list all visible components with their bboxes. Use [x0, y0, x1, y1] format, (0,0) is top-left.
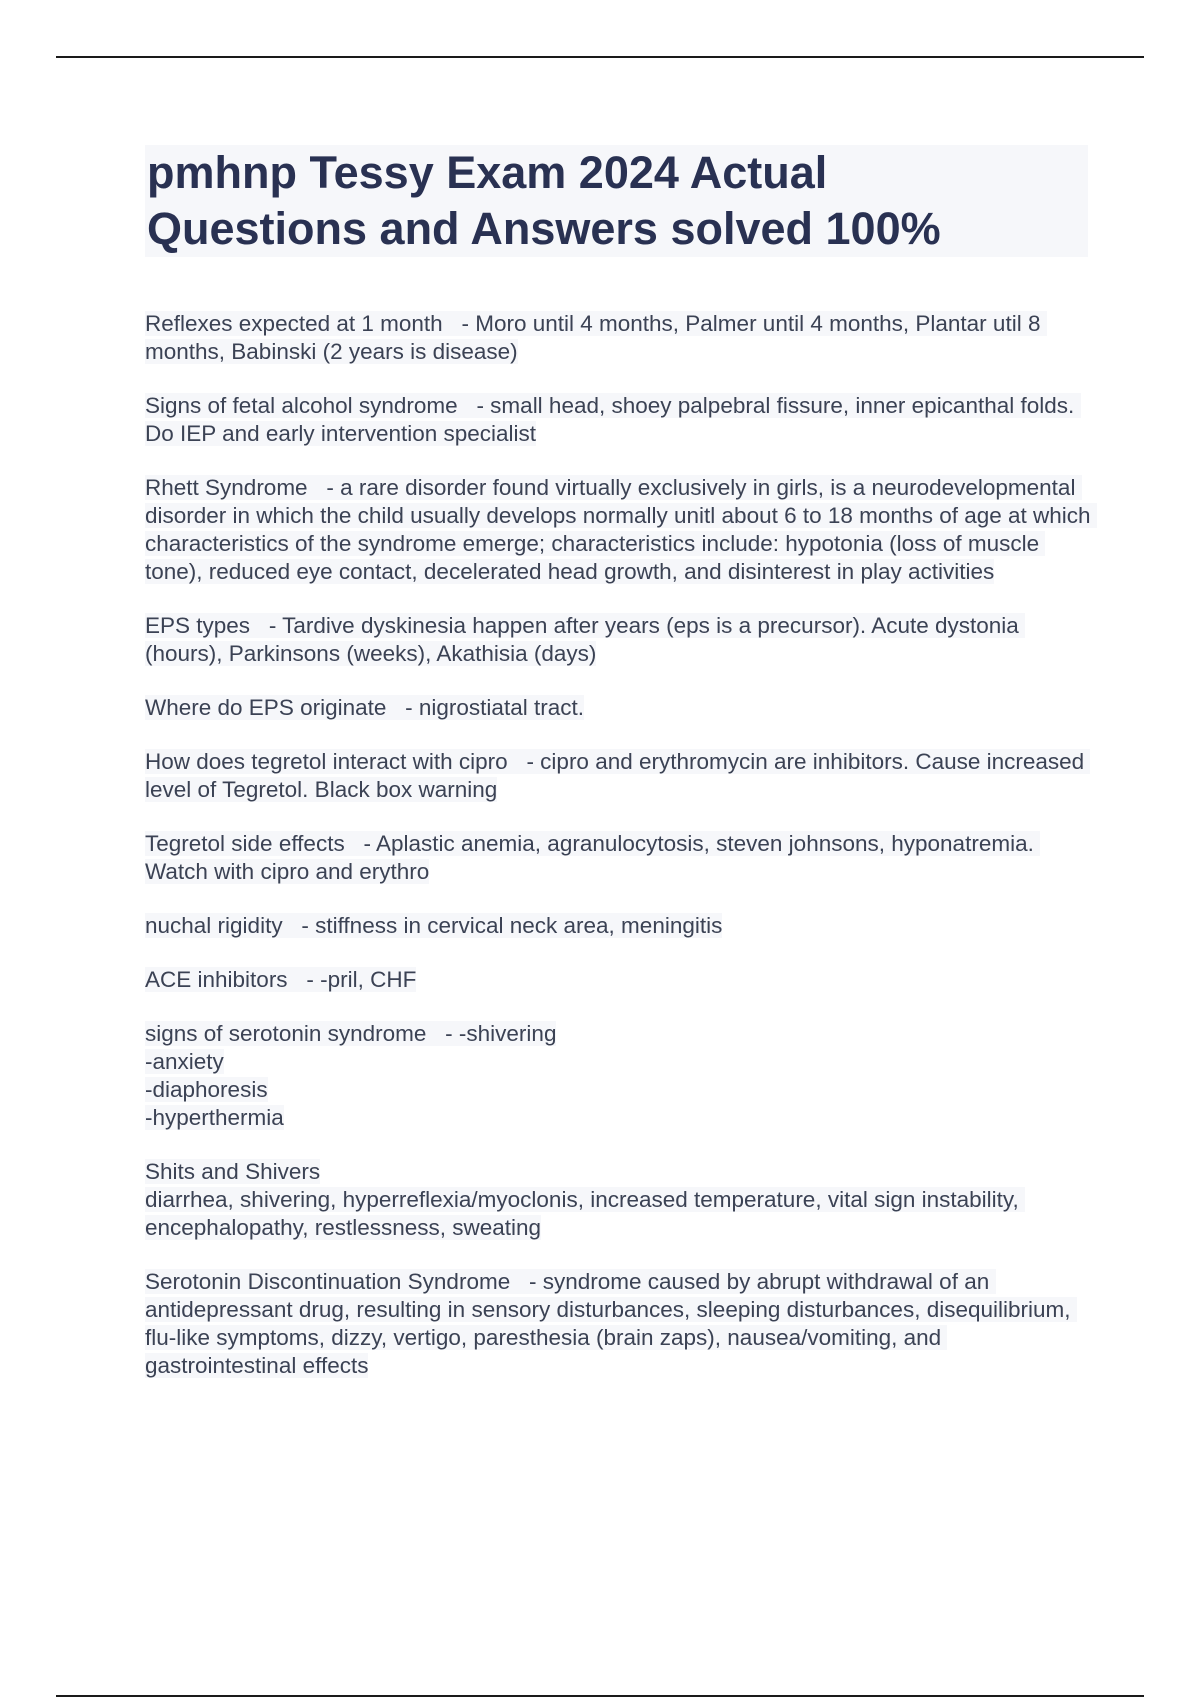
- qa-item-serotonin-discontinuation: [145, 1268, 1095, 1380]
- qa-answer: - a rare disorder found virtually exclusively in girls, is a neurodevelopmental disorder in which the child usually develops normally unitl about 6 to 18 months of age at which characteristics of the syndrome emerge; characteristics include: hypotonia (loss of muscle tone), reduced eye contact, decelerated head growth, and disinterest in play activities: [145, 475, 1097, 584]
- qa-term: Serotonin Discontinuation Syndrome: [145, 1269, 511, 1294]
- qa-item-reflexes: [145, 310, 1095, 366]
- qa-answer: - -shivering: [445, 1021, 557, 1046]
- qa-item-fetal-alcohol: [145, 392, 1095, 448]
- qa-term: Shits and Shivers: [145, 1159, 321, 1184]
- qa-term: nuchal rigidity: [145, 913, 283, 938]
- qa-answer: - stiffness in cervical neck area, meningitis: [301, 913, 723, 938]
- qa-term: signs of serotonin syndrome: [145, 1021, 427, 1046]
- qa-answer: - Tardive dyskinesia happen after years (eps is a precursor). Acute dystonia (hours), Parkinsons (weeks), Akathisia (days): [145, 613, 1026, 666]
- qa-item-nuchal-rigidity: [145, 912, 1095, 940]
- qa-answer: - Aplastic anemia, agranulocytosis, steven johnsons, hyponatremia. Watch with cipro and erythro: [145, 831, 1041, 884]
- qa-answer: - syndrome caused by abrupt withdrawal of an antidepressant drug, resulting in sensory disturbances, sleeping disturbances, disequilibrium, flu-like symptoms, dizzy, vertigo, paresthesia (brain zaps), nausea/vomiting, and gastrointestinal effects: [145, 1269, 1077, 1378]
- qa-term: Signs of fetal alcohol syndrome: [145, 393, 458, 418]
- qa-answer: - cipro and erythromycin are inhibitors. Cause increased level of Tegretol. Black box warning: [145, 749, 1091, 802]
- qa-item-tegretol-side-effects: [145, 830, 1095, 886]
- qa-answer: - small head, shoey palpebral fissure, inner epicanthal folds. Do IEP and early intervention specialist: [145, 393, 1081, 446]
- qa-item-eps-types: [145, 612, 1095, 668]
- qa-list: [145, 310, 1095, 1406]
- qa-answer: - nigrostiatal tract.: [405, 695, 584, 720]
- qa-item-ace-inhibitors: [145, 966, 1095, 994]
- qa-answer: - Moro until 4 months, Palmer until 4 months, Plantar util 8 months, Babinski (2 years is disease): [145, 311, 1047, 364]
- qa-answer-line: -anxiety: [145, 1049, 224, 1074]
- top-rule: [56, 56, 1144, 58]
- title-line-1: pmhnp Tessy Exam 2024 Actual: [147, 147, 828, 198]
- qa-term: Tegretol side effects: [145, 831, 345, 856]
- qa-term: ACE inhibitors: [145, 967, 288, 992]
- qa-term: Reflexes expected at 1 month: [145, 311, 443, 336]
- qa-item-eps-origin: [145, 694, 1095, 722]
- page-title: [145, 145, 1088, 257]
- qa-answer-line: -hyperthermia: [145, 1105, 284, 1130]
- qa-answer-line: -diaphoresis: [145, 1077, 268, 1102]
- qa-term: EPS types: [145, 613, 251, 638]
- qa-item-shits-and-shivers: [145, 1158, 1095, 1242]
- qa-item-serotonin-syndrome: [145, 1020, 1095, 1132]
- qa-term: Where do EPS originate: [145, 695, 387, 720]
- qa-answer-line: diarrhea, shivering, hyperreflexia/myoclonis, increased temperature, vital sign instability, encephalopathy, restlessness, sweating: [145, 1187, 1025, 1240]
- qa-term: Rhett Syndrome: [145, 475, 308, 500]
- qa-term: How does tegretol interact with cipro: [145, 749, 508, 774]
- bottom-rule: [56, 1695, 1144, 1697]
- qa-answer: - -pril, CHF: [306, 967, 417, 992]
- qa-item-tegretol-cipro: [145, 748, 1095, 804]
- qa-item-rhett: [145, 474, 1095, 586]
- title-line-2: Questions and Answers solved 100%: [147, 203, 941, 254]
- title-block: [145, 145, 1088, 257]
